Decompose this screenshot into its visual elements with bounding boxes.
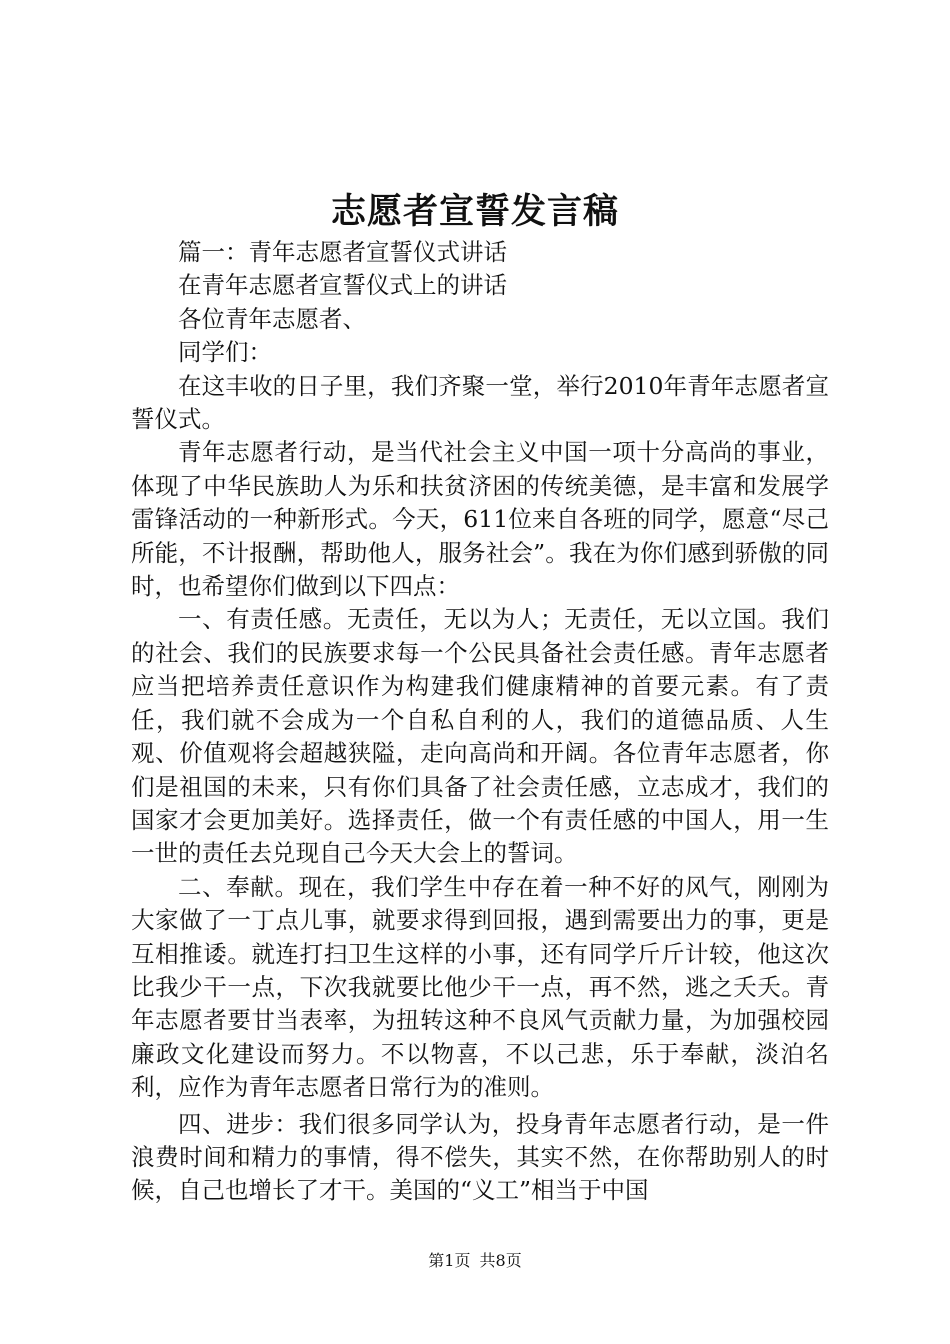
document-title: 志愿者宣誓发言稿 (330, 192, 619, 232)
body-paragraph: 一、有责任感。无责任，无以为人；无责任，无以立国。我们的社会、我们的民族要求每一个公民具备社会责任感。青年志愿者应当把培养责任意识作为构建我们健康精神的首要元素。有了责任，我们就不会成为一个自私自利的人，我们的道德品质、人生观、价值观将会超越狭隘，走向高尚和开阔。各位青年志愿者，你们是祖国的未来，只有你们具备了社会责任感，立志成才，我们的国家才会更加美好。选择责任，做一个有责任感的中国人，用一生一世的责任去兑现自己今天大会上的誓词。 (131, 605, 829, 868)
body-paragraph: 四、进步：我们很多同学认为，投身青年志愿者行动，是一件浪费时间和精力的事情，得不偿失，其实不然，在你帮助别人的时候，自己也增长了才干。美国的“义工”相当于中国 (131, 1109, 829, 1205)
salutation-line: 同学们： (178, 338, 272, 367)
body-paragraph: 二、奉献。现在，我们学生中存在着一种不好的风气，刚刚为大家做了一丁点儿事，就要求得到回报，遇到需要出力的事，更是互相推诿。就连打扫卫生这样的小事，还有同学斤斤计较，他这次比我少干一点，下次我就要比他少干一点，再不然，逃之夭夭。青年志愿者要甘当表率，为扭转这种不良风气贡献力量，为加强校园廉政文化建设而努力。不以物喜，不以己悲，乐于奉献，淡泊名利，应作为青年志愿者日常行为的准则。 (131, 872, 829, 1102)
body-paragraph: 青年志愿者行动，是当代社会主义中国一项十分高尚的事业，体现了中华民族助人为乐和扶贫济困的传统美德，是丰富和发展学雷锋活动的一种新形式。今天，611位来自各班的同学，愿意“尽己所能，不计报酬，帮助他人，服务社会”。我在为你们感到骄傲的同时，也希望你们做到以下四点： (131, 438, 829, 601)
salutation-line: 各位青年志愿者、 (178, 304, 366, 333)
section-heading: 篇一：青年志愿者宣誓仪式讲话 (178, 238, 507, 266)
speech-title: 在青年志愿者宣誓仪式上的讲话 (178, 271, 507, 300)
page-footer (0, 1248, 950, 1271)
document-body (131, 236, 829, 1208)
page-total: 共8页 (479, 1251, 522, 1270)
body-paragraph: 在这丰收的日子里，我们齐聚一堂，举行2010年青年志愿者宣誓仪式。 (131, 371, 829, 434)
page-number: 第1页 (428, 1251, 471, 1270)
